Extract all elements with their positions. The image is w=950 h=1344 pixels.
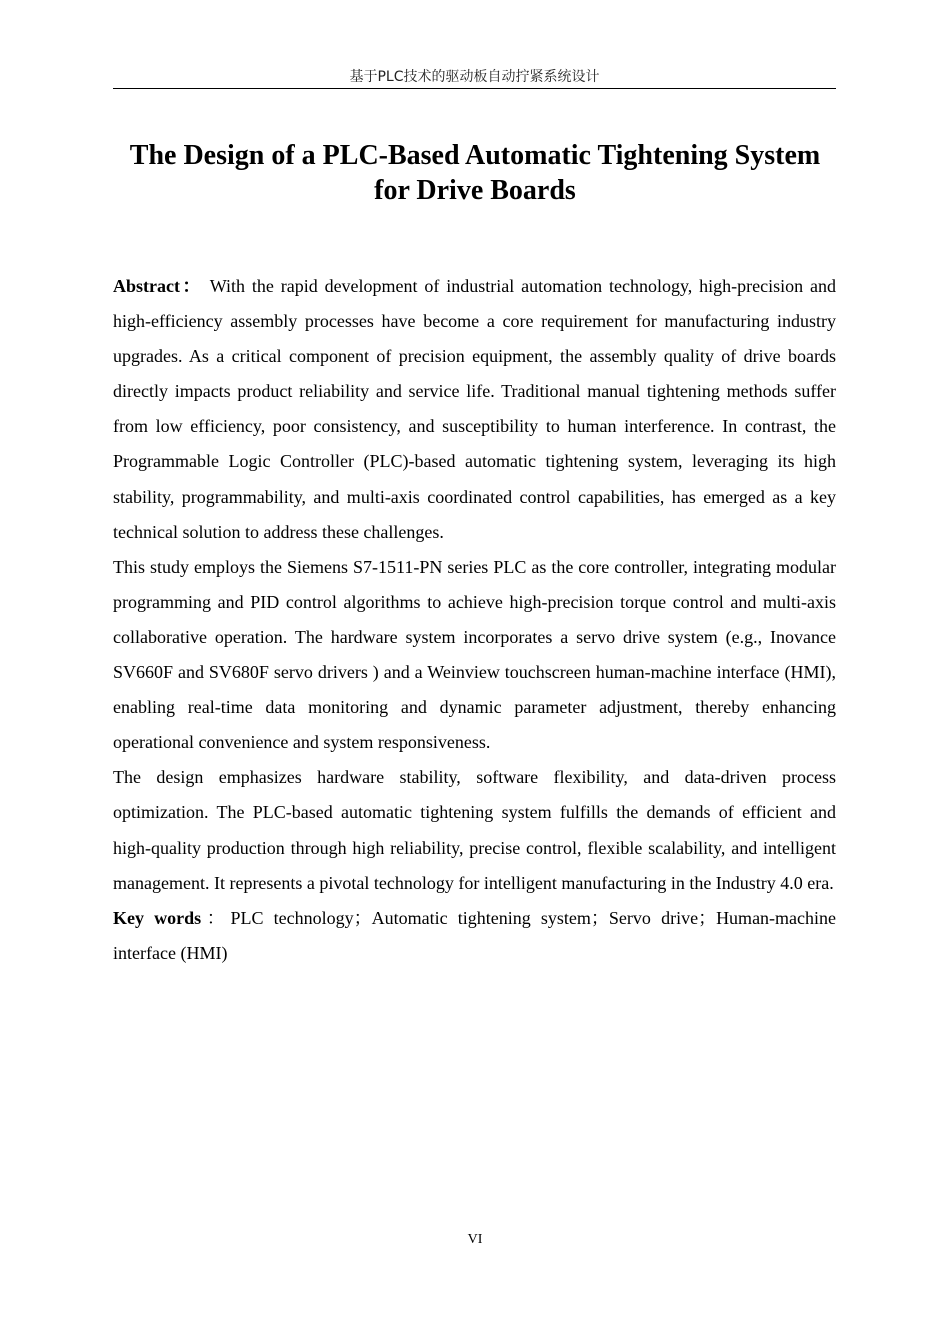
keyword-separator: ； xyxy=(590,907,609,928)
keyword-separator: ； xyxy=(353,907,372,928)
abstract-label: Abstract： xyxy=(113,276,203,296)
keyword-separator: ； xyxy=(698,907,717,928)
document-title xyxy=(100,138,850,208)
keywords-label: Key words xyxy=(113,907,202,928)
abstract-paragraph-3: The design emphasizes hardware stability, software flexibility, and data-driven process optimization. The PLC-based automatic tightening system fulfills the demands of efficient and high-quality production through high reliability, precise control, flexible scalability, and intelligent management. It represents a pivotal technology for intelligent manufacturing in the Industry 4.0 era. xyxy=(113,767,836,893)
keywords-label-separator: ： xyxy=(201,907,231,928)
keyword-item: Automatic tightening system xyxy=(371,907,591,928)
abstract-section xyxy=(113,269,836,971)
keyword-item: Human-machine interface (HMI) xyxy=(113,907,837,963)
running-header: 基于PLC技术的驱动板自动拧紧系统设计 xyxy=(113,66,836,89)
title-line-2: for Drive Boards xyxy=(374,175,576,206)
page-number: VI xyxy=(467,1232,483,1247)
abstract-paragraph-2: This study employs the Siemens S7-1511-PN series PLC as the core controller, integrating modular programming and PID control algorithms to achieve high-precision torque control and multi-axis collaborative operation. The hardware system incorporates a servo drive system (e.g., Inovance SV660F and SV680F servo drivers ) and a Weinview touchscreen human-machine interface (HMI), enabling real-time data monitoring and dynamic parameter adjustment, thereby enhancing operational convenience and system responsiveness. xyxy=(113,556,836,753)
abstract-text-1: With the rapid development of industrial automation technology, high-precision and high-efficiency assembly processes have become a core requirement for manufacturing industry upgrades. As a critical component of precision equipment, the assembly quality of drive boards directly impacts product reliability and service life. Traditional manual tightening methods suffer from low efficiency, poor consistency, and susceptibility to human interference. In contrast, the Programmable Logic Controller (PLC)-based automatic tightening system, leveraging its high stability, programmability, and multi-axis coordinated control capabilities, has emerged as a key technical solution to address these challenges. xyxy=(113,276,836,542)
keyword-item: Servo drive xyxy=(608,907,699,928)
abstract-paragraph-1 xyxy=(113,269,836,550)
keywords-line xyxy=(113,901,836,971)
title-line-1: The Design of a PLC-Based Automatic Tightening System xyxy=(129,140,821,171)
keyword-item: PLC technology xyxy=(230,907,354,928)
